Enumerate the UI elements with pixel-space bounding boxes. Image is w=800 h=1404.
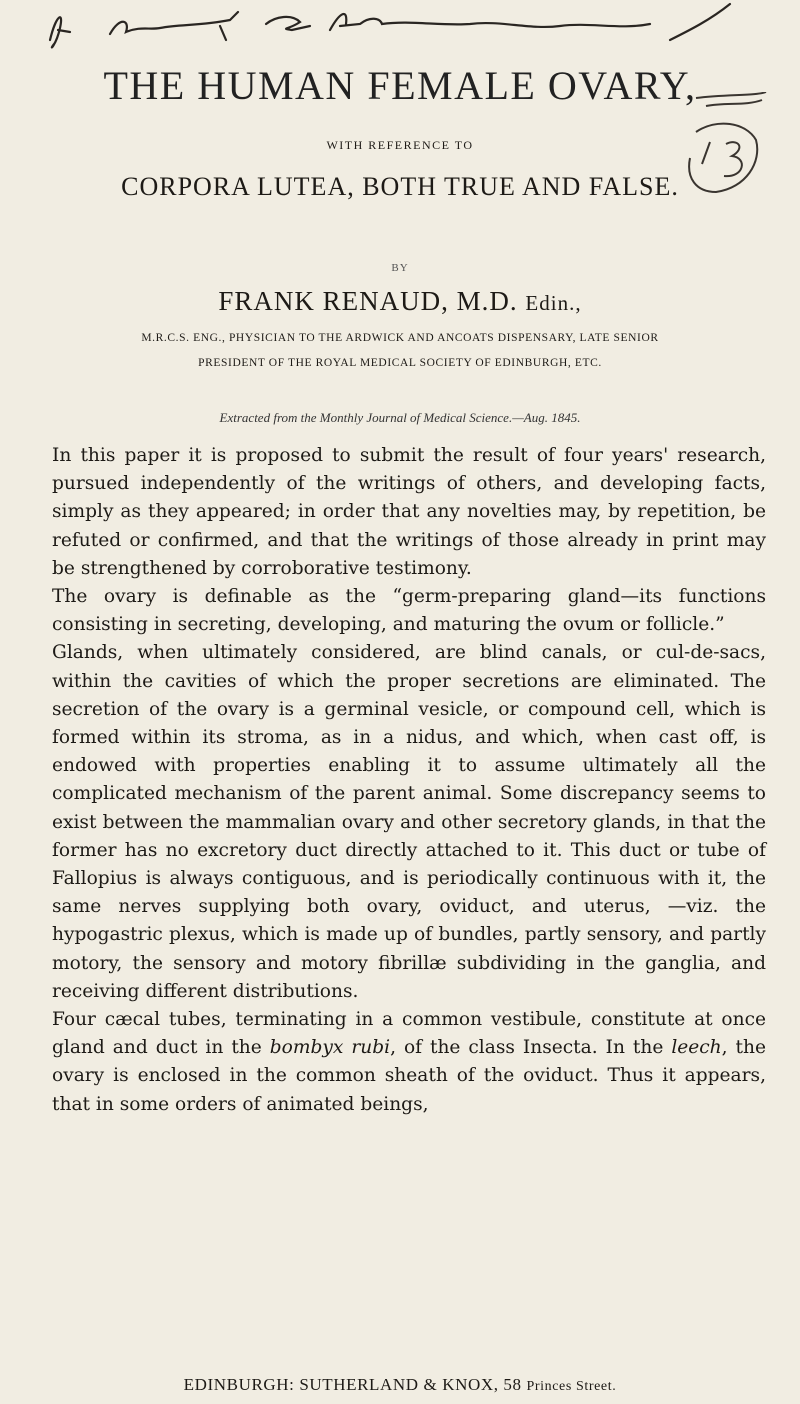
paragraph-3: Glands, when ultimately considered, are blind canals, or cul-de-sacs, within the cavities of which the proper secretions are eliminated. The secretion of the ovary is a germinal vesicle, or compound cell, which is formed within its stroma, as in a nidus, and which, when cast off, is endowed with properties enabling it to assume ultimately all the complicated mechanism of the parent animal. Some discrepancy seems to exist between the mammalian ovary and other secretory glands, in that the former has no excretory duct directly attached to it. This duct or tube of Fallopius is always contiguous, and is periodically continuous with it, the same nerves supplying both ovary, oviduct, and uterus, —viz. the hypogastric plexus, which is made up of bundles, partly sensory, and partly motory, the sensory and motory fibrillæ subdividing in the ganglia, and receiving different distributions. — [52, 642, 766, 1002]
document-title: THE HUMAN FEMALE OVARY, — [103, 63, 697, 108]
author-credentials — [40, 326, 760, 376]
paragraph-2: The ovary is definable as the “germ-preparing gland—its functions consisting in secreting, developing, and maturing the ovum or follicle.” — [52, 586, 766, 636]
paragraph-1 — [52, 442, 766, 583]
author-name — [0, 286, 800, 317]
paragraph-4-part-b: , of the class Insecta. In the — [390, 1037, 664, 1059]
paragraph-1-text: this paper it is proposed to submit the result of four years' research, pursued independently of the writings of others, and developing facts, simply as they appeared; in order that any novelties may, by repetition, be refuted or confirmed, and that the writings of those already in print may be strengthened by corroborative testimony. — [52, 445, 767, 579]
document-subtitle: CORPORA LUTEA, BOTH TRUE AND FALSE. — [121, 172, 679, 201]
body-text — [52, 442, 766, 1119]
paragraph-4 — [52, 1006, 766, 1119]
species-name-leech: leech — [671, 1037, 722, 1059]
paragraph-4-part-c: , the ovary is enclosed in the common sheath of the oviduct. Thus it appears, that in some orders of animated beings, — [52, 1037, 766, 1115]
by-label: BY — [391, 262, 409, 274]
extract-source-note: Extracted from the Monthly Journal of Medical Science.—Aug. 1845. — [219, 410, 581, 425]
author-name-text: FRANK RENAUD, M.D. — [218, 286, 518, 316]
publisher-street: Princes Street. — [526, 1379, 617, 1394]
handwritten-inscription — [30, 0, 790, 70]
species-name-bombyx: bombyx rubi — [269, 1037, 391, 1059]
paragraph-1-lead: In — [52, 445, 72, 466]
author-degree-suffix: Edin., — [525, 291, 582, 315]
with-reference-label: WITH REFERENCE TO — [326, 138, 474, 152]
publisher-imprint — [0, 1375, 800, 1395]
credentials-line-2: PRESIDENT OF THE ROYAL MEDICAL SOCIETY OF EDINBURGH, ETC. — [198, 357, 602, 369]
paragraph-4-part-a: Four cæcal tubes, terminating in a common vestibule, constitute at once gland and duct in the — [52, 1009, 766, 1059]
publisher-text: EDINBURGH: SUTHERLAND & KNOX, 58 — [183, 1375, 522, 1394]
credentials-line-1: M.R.C.S. ENG., PHYSICIAN TO THE ARDWICK AND ANCOATS DISPENSARY, LATE SENIOR — [141, 332, 659, 344]
